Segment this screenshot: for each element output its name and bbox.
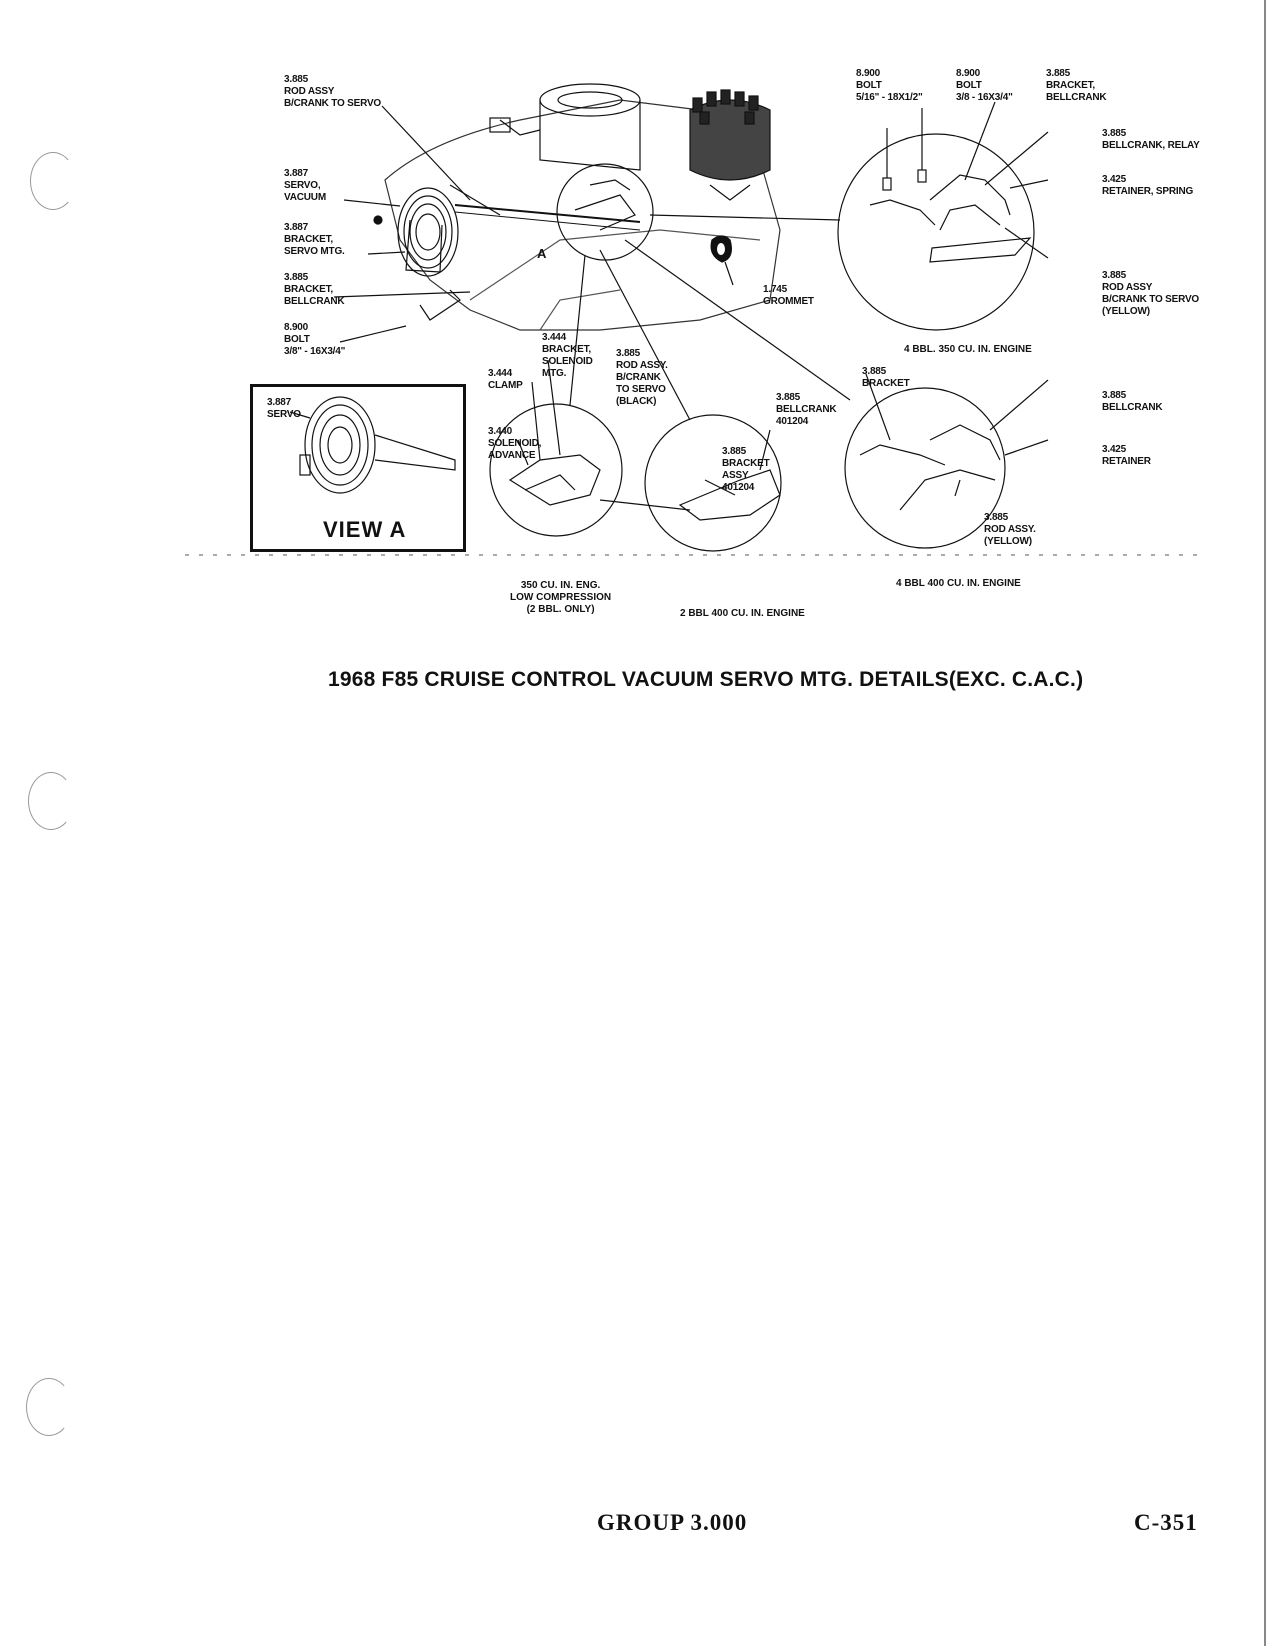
label-clamp: 3.444 CLAMP [488,368,523,391]
label-bolt-main: 8.900 BOLT 3/8" - 16X3/4" [284,322,346,357]
label-bracket-400: 3.885 BRACKET [862,366,910,389]
label-bracket-assy-401204: 3.885 BRACKET ASSY 401204 [722,446,770,493]
label-bolt-3-8: 8.900 BOLT 3/8 - 16X3/4" [956,68,1013,103]
view-a-caption: VIEW A [323,517,407,542]
caption-2bbl-400: 2 BBL 400 CU. IN. ENGINE [680,608,805,619]
label-solenoid-advance: 3.440 SOLENOID, ADVANCE [488,426,542,461]
label-servo-view-a: 3.887 SERVO [267,397,301,420]
label-bellcrank-401204: 3.885 BELLCRANK 401204 [776,392,837,427]
binder-hole-middle [28,772,74,830]
label-bolt-5-16: 8.900 BOLT 5/16" - 18X1/2" [856,68,923,103]
figure-title: 1968 F85 CRUISE CONTROL VACUUM SERVO MTG. DETAILS(EXC. C.A.C.) [328,668,1084,691]
label-view-a-marker: A [537,246,547,261]
label-servo-vacuum: 3.887 SERVO, VACUUM [284,168,326,203]
label-retainer-spring: 3.425 RETAINER, SPRING [1102,174,1194,197]
label-rod-assy-yellow-400: 3.885 ROD ASSY. (YELLOW) [984,512,1036,547]
label-bracket-bellcrank-4bbl: 3.885 BRACKET, BELLCRANK [1046,68,1107,103]
caption-4bbl-350: 4 BBL. 350 CU. IN. ENGINE [904,344,1032,355]
caption-350-low-compression: 350 CU. IN. ENG. LOW COMPRESSION (2 BBL. ONLY) [510,580,612,615]
label-bellcrank-relay: 3.885 BELLCRANK, RELAY [1102,128,1200,151]
caption-4bbl-400: 4 BBL 400 CU. IN. ENGINE [896,578,1021,589]
footer-group-number: GROUP 3.000 [597,1510,748,1535]
servo-mounting-diagram [0,0,1271,640]
label-grommet: 1.745 GROMMET [763,284,814,307]
label-retainer-400: 3.425 RETAINER [1102,444,1151,467]
label-rod-assy-black: 3.885 ROD ASSY. B/CRANK TO SERVO (BLACK) [616,348,668,407]
binder-hole-bottom [26,1378,72,1436]
view-a-inset [250,384,466,552]
label-bracket-bellcrank-main: 3.885 BRACKET, BELLCRANK [284,272,345,307]
label-bracket-servo-mtg: 3.887 BRACKET, SERVO MTG. [284,222,345,257]
label-bellcrank-400: 3.885 BELLCRANK [1102,390,1163,413]
footer-page-number: C-351 [1134,1510,1198,1535]
label-rod-assy-yellow: 3.885 ROD ASSY B/CRANK TO SERVO (YELLOW) [1102,270,1200,317]
label-bracket-solenoid-mtg: 3.444 BRACKET, SOLENOID MTG. [542,332,593,379]
label-rod-assy-servo: 3.885 ROD ASSY B/CRANK TO SERVO [284,74,382,109]
